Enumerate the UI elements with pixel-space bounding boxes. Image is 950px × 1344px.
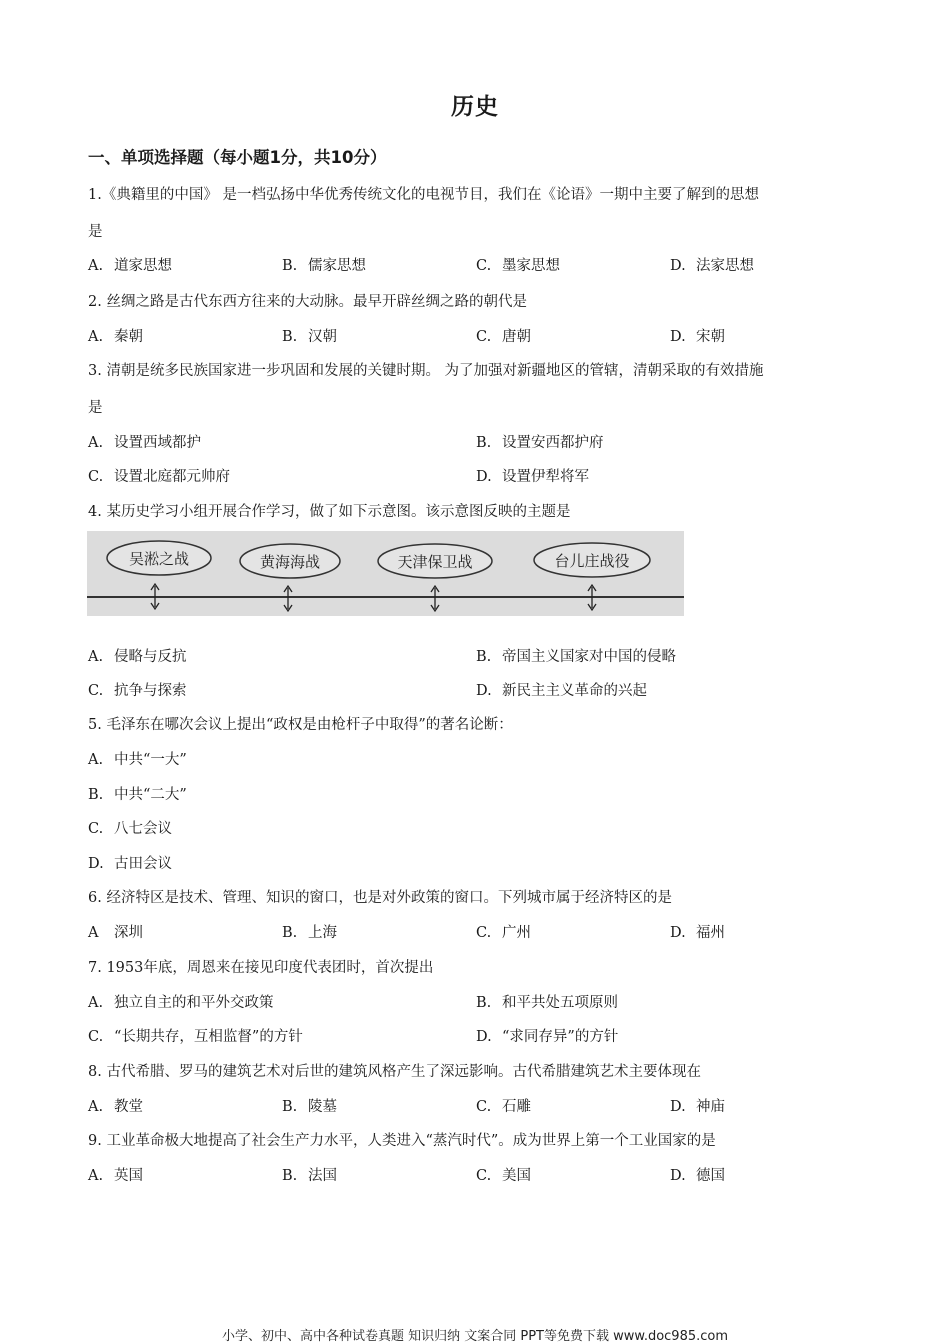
q6-option-b: B. 上海 <box>282 925 337 941</box>
q8-option-c: C. 石雕 <box>476 1099 531 1115</box>
question-1-stem-cont: 是 <box>88 224 103 240</box>
q6-option-c: C. 广州 <box>476 925 531 941</box>
q7-option-a: A. 独立自主的和平外交政策 <box>88 995 274 1011</box>
q1-option-b: B. 儒家思想 <box>282 258 366 274</box>
question-9-stem: 9. 工业革命极大地提高了社会生产力水平，人类进入“蒸汽时代”。成为世界上第一个工业国家的是 <box>88 1133 716 1149</box>
q3-option-c: C. 设置北庭都元帅府 <box>88 469 230 485</box>
q7-option-b: B. 和平共处五项原则 <box>476 995 618 1011</box>
q8-option-b: B. 陵墓 <box>282 1099 337 1115</box>
q4-option-b: B. 帝国主义国家对中国的侵略 <box>476 649 676 665</box>
question-7-stem: 7. 1953年底，周恩来在接见印度代表团时，首次提出 <box>88 960 434 976</box>
q9-option-b: B. 法国 <box>282 1168 337 1184</box>
question-1-stem: 1.《典籍里的中国》 是一档弘扬中华优秀传统文化的电视节目，我们在《论语》一期中主要了解到的思想 <box>88 187 759 203</box>
q6-option-a: A 深圳 <box>88 925 143 941</box>
timeline-label-3: 天津保卫战 <box>397 553 473 571</box>
q5-option-c: C. 八七会议 <box>88 821 172 837</box>
q1-option-d: D. 法家思想 <box>670 258 754 274</box>
q2-option-b: B. 汉朝 <box>282 329 337 345</box>
section-heading: 一、单项选择题（每小题1分，共10分） <box>88 148 387 167</box>
question-8-stem: 8. 古代希腊、罗马的建筑艺术对后世的建筑风格产生了深远影响。古代希腊建筑艺术主要体现在 <box>88 1064 701 1080</box>
q1-option-c: C. 墨家思想 <box>476 258 560 274</box>
q3-option-a: A. 设置西域都护 <box>88 435 201 451</box>
timeline-label-1: 吴淞之战 <box>128 550 190 568</box>
timeline-event-4 <box>534 543 650 610</box>
q5-option-d: D. 古田会议 <box>88 856 172 872</box>
question-6-stem: 6. 经济特区是技术、管理、知识的窗口，也是对外政策的窗口。下列城市属于经济特区的是 <box>88 890 672 906</box>
page-footer: 小学、初中、高中各种试卷真题 知识归纳 文案合同 PPT等免费下载 www.doc985.com <box>221 1329 729 1344</box>
timeline-event-1 <box>107 541 211 609</box>
timeline-label-4: 台儿庄战役 <box>554 552 630 570</box>
q3-option-b: B. 设置安西都护府 <box>476 435 604 451</box>
q2-option-d: D. 宋朝 <box>670 329 725 345</box>
q2-option-a: A. 秦朝 <box>88 329 143 345</box>
timeline-figure <box>87 531 684 616</box>
q4-option-d: D. 新民主主义革命的兴起 <box>476 683 647 699</box>
q1-option-a: A. 道家思想 <box>88 258 172 274</box>
question-4-stem: 4. 某历史学习小组开展合作学习，做了如下示意图。该示意图反映的主题是 <box>88 504 571 520</box>
q3-option-d: D. 设置伊犁将军 <box>476 469 589 485</box>
timeline-label-2: 黄海海战 <box>259 553 321 571</box>
q9-option-c: C. 美国 <box>476 1168 531 1184</box>
q2-option-c: C. 唐朝 <box>476 329 531 345</box>
q4-option-a: A. 侵略与反抗 <box>88 649 187 665</box>
timeline-event-2 <box>240 544 340 611</box>
q5-option-a: A. 中共“一大” <box>88 752 187 768</box>
q7-option-d: D. “求同存异”的方针 <box>476 1029 619 1045</box>
timeline-event-3 <box>378 544 492 611</box>
q9-option-d: D. 德国 <box>670 1168 725 1184</box>
question-3-stem-cont: 是 <box>88 400 103 416</box>
q8-option-d: D. 神庙 <box>670 1099 725 1115</box>
question-5-stem: 5. 毛泽东在哪次会议上提出“政权是由枪杆子中取得”的著名论断： <box>88 717 513 733</box>
q8-option-a: A. 教堂 <box>88 1099 143 1115</box>
page-title: 历史 <box>451 94 499 120</box>
q9-option-a: A. 英国 <box>88 1168 143 1184</box>
q7-option-c: C. “长期共存，互相监督”的方针 <box>88 1029 303 1045</box>
q6-option-d: D. 福州 <box>670 925 725 941</box>
q5-option-b: B. 中共“二大” <box>88 787 187 803</box>
question-3-stem: 3. 清朝是统多民族国家进一步巩固和发展的关键时期。 为了加强对新疆地区的管辖，清朝采取的有效措施 <box>88 363 764 379</box>
q4-option-c: C. 抗争与探索 <box>88 683 187 699</box>
question-2-stem: 2. 丝绸之路是古代东西方往来的大动脉。最早开辟丝绸之路的朝代是 <box>88 294 527 310</box>
